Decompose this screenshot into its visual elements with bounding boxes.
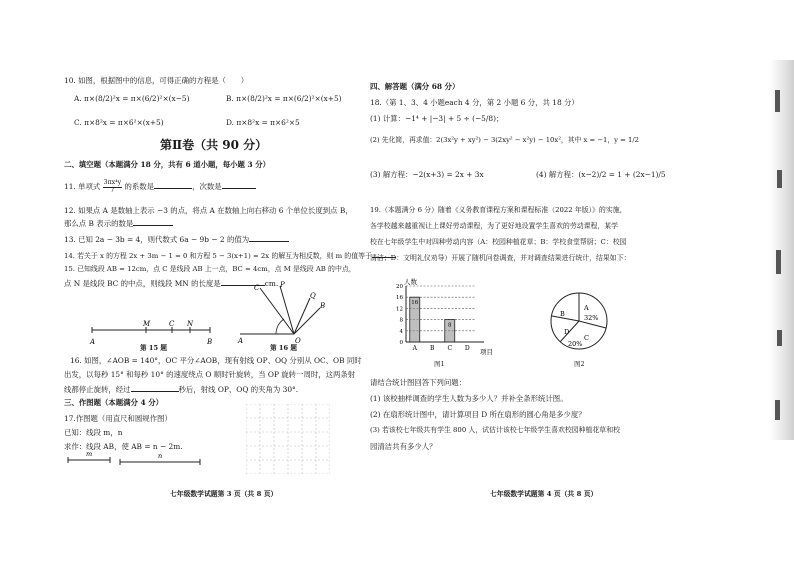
- q15-line1: 15. 已知线段 AB = 12cm，点 C 是线段 AB 上一点，BC = 4cm，点 M 是线段 AB 的中点，: [64, 265, 356, 273]
- q18-4-expression: (x−2)/2 = 1 + (2x−1)/5: [578, 170, 666, 179]
- right-page-footer: 七年级数学试题第 4 页（共 8 页）: [490, 490, 598, 498]
- scan-mark: [777, 170, 782, 188]
- q19-line2: 各学校越来越重视让上课好劳动课程，为了更好地设置学生喜欢的劳动课程，某学: [370, 222, 619, 230]
- left-page: [0, 0, 384, 561]
- q10-option-c: C. π×8²x = π×6²×(x+5): [74, 118, 164, 127]
- bar-chart-ylabel: 人数: [404, 278, 417, 286]
- bar-ytick-label: 20: [396, 284, 403, 290]
- figure-15-caption: 第 15 题: [140, 344, 167, 352]
- q19-sub2: (2) 在扇形统计图中，请计算项目 D 所在扇形的圆心角是多少度？: [370, 410, 586, 419]
- q18-header: 18.（第 1、3、4 小题each 4 分，第 2 小题 6 分，共 18 分）: [370, 98, 579, 107]
- q16-line2: 出发，以每秒 15° 和每秒 10° 的速度绕点 O 顺时针旋转，当 OP 旋转一周时，这两条射: [64, 370, 356, 379]
- bar-category-label-c: C: [447, 345, 453, 352]
- q19-line3: 校在七年级学生中对四种劳动内容（A：校园种植花草；B：学校食堂帮厨；C：校园: [370, 238, 627, 246]
- pie-chart-caption: 图2: [574, 360, 585, 368]
- q10-option-d: D. π×8²x = π×6²×5: [226, 118, 300, 127]
- q18-1: (1) 计算：−1⁴ + |−3| + 5 ÷ (−5/8)；: [370, 114, 504, 123]
- q11: 11. 单项式 $\frac{\text{3πx⁴y}}{7}$ 的系数是 ，次数是: [64, 180, 256, 194]
- fill-in-header: 二、填空题（本题满分 18 分，共有 6 道小题，每小题 3 分）: [64, 160, 270, 169]
- pie-label-a: A: [584, 304, 589, 312]
- drawing-header: 三、作图题（本题满分 4 分）: [64, 398, 163, 407]
- q18-3: (3) 解方程：−2(x+3) = 2x + 3x: [370, 170, 484, 179]
- q19-sub3-line1: (3) 若该校七年级共有学生 800 人，试估计该校七年级学生喜欢校园种植花草和校: [370, 426, 620, 434]
- fig16-label-b: B: [320, 302, 326, 310]
- bar-category-label-b: B: [430, 345, 435, 352]
- fig16-label-a: A: [238, 337, 244, 345]
- segment-m-label: m: [86, 450, 93, 458]
- q19-sub3-line2: 园清洁共有多少人？: [370, 442, 437, 451]
- bar-ytick-label: 0: [399, 340, 403, 346]
- fig16-label-p: P: [280, 281, 285, 289]
- bar-chart-caption: 图1: [434, 360, 445, 368]
- pie-label-b: B: [560, 310, 565, 318]
- fig16-label-c: C: [254, 284, 260, 292]
- scan-shadow: [770, 60, 794, 440]
- q10-option-b: B. π×(8/2)²x = π×(6/2)²×(x+5): [226, 94, 342, 103]
- q12-line1: 12. 如果点 A 是数轴上表示 −3 的点，将点 A 在数轴上向右移动 6 个单位长度到点 B，: [64, 206, 353, 215]
- pie-percent-a: 32%: [584, 314, 599, 322]
- q17-title: 17.作图题（用直尺和圆规作图）: [64, 414, 172, 423]
- fig15-label-c: C: [169, 320, 175, 328]
- pie-label-d: D: [564, 328, 570, 336]
- bar-ytick-label: 12: [396, 306, 403, 313]
- q13: 13. 已知 2a − 3b = 4，则代数式 6a − 9b − 2 的值为: [64, 234, 289, 244]
- q10-option-a: A. π×(8/2)²x = π×(6/2)²×(x−5): [74, 94, 190, 103]
- q12-line2: 那么点 B 表示的数是: [64, 218, 173, 228]
- q18-2: (2) 先化简，再求值：2(3x²y + xy²) − 3(2xy² − x²y) − 10x²，其中 x = −1，y = 1/2: [370, 136, 639, 144]
- fig15-label-n: N: [187, 320, 194, 328]
- bar-value-label-c: 8: [448, 322, 452, 329]
- scan-mark: [775, 90, 780, 112]
- fig15-label-a: A: [90, 338, 96, 346]
- bar-ytick-label: 16: [396, 295, 403, 302]
- q15-line2: 点 N 是线段 BC 的中点，则线段 MN 的长度是 cm.: [64, 279, 279, 288]
- solve-header: 四、解答题（满分 68 分）: [370, 82, 460, 91]
- q19-line1: 19.（本题满分 6 分）随着《义务教育课程方案和课程标准（2022 年版）》的实施，: [370, 206, 627, 214]
- pie-percent-d: 20%: [568, 340, 583, 348]
- bar-chart: [384, 276, 508, 358]
- figure-16-caption: 第 16 题: [270, 344, 297, 352]
- pie-chart: [544, 286, 614, 356]
- q11-fraction: $\frac{\text{3πx⁴y}}{7}$: [103, 179, 122, 194]
- bar-category-label-d: D: [464, 345, 470, 352]
- fig16-label-o: O: [295, 337, 301, 345]
- fig15-label-b: B: [207, 338, 213, 346]
- fig15-label-m: M: [143, 320, 151, 328]
- q19-line4: 清洁；D：文明礼仪劝导）开展了随机问卷调查，并对调查结果进行统计，结果如下：: [370, 254, 631, 262]
- q14: 14. 若关于 x 的方程 2x + 3m − 1 = 0 和方程 5 − 3(x+1) = 2x 的解互为相反数，则 m 的值等于: [64, 250, 396, 261]
- figure-16: [236, 280, 326, 346]
- segment-n-label: n: [158, 452, 163, 460]
- right-page: [370, 0, 794, 561]
- bar-value-label-a: 16: [411, 300, 419, 307]
- q10-stem: 10. 如图，根据图中的信息，可得正确的方程是（ ）: [64, 76, 249, 85]
- q17-given: 已知：线段 m，n: [64, 428, 123, 437]
- q18-4: (4) 解方程：(x−2)/2 = 1 + (2x−1)/5: [536, 170, 666, 179]
- q18-1-expression: −1⁴ + |−3| + 5 ÷ (−5/8)；: [405, 114, 504, 123]
- q19-sub1: (1) 该校抽样调查的学生人数为多少人？并补全条形统计图。: [370, 394, 568, 403]
- bar-ytick-label: 8: [399, 317, 403, 324]
- q17-find: 求作：线段 AB，使 AB = n − 2m.: [64, 442, 183, 451]
- bar-chart-xlabel: 项目: [480, 348, 493, 356]
- scan-mark: [775, 400, 780, 420]
- fig16-label-q: Q: [310, 292, 316, 300]
- q16-line1: 16. 如图，∠AOB = 140°，OC 平分∠AOB，现有射线 OP、OQ 分别从 OC、OB 同时: [70, 356, 362, 365]
- bar-category-label-a: A: [412, 345, 417, 352]
- q19-prompt: 请结合统计图回答下列问题：: [370, 378, 467, 387]
- q16-line3: 线都停止旋转，经过 秒后，射线 OP、OQ 的夹角为 30°.: [64, 385, 299, 394]
- bar-ytick-label: 4: [399, 328, 403, 335]
- left-page-footer: 七年级数学试题第 3 页（共 8 页）: [170, 490, 278, 498]
- pie-label-c: C: [584, 334, 589, 342]
- scan-mark: [776, 250, 781, 274]
- section-2-title: 第Ⅱ卷（共 90 分）: [160, 138, 268, 152]
- drawing-grid: [246, 404, 330, 474]
- q17-segments: [64, 448, 204, 468]
- scan-mark: [777, 330, 782, 346]
